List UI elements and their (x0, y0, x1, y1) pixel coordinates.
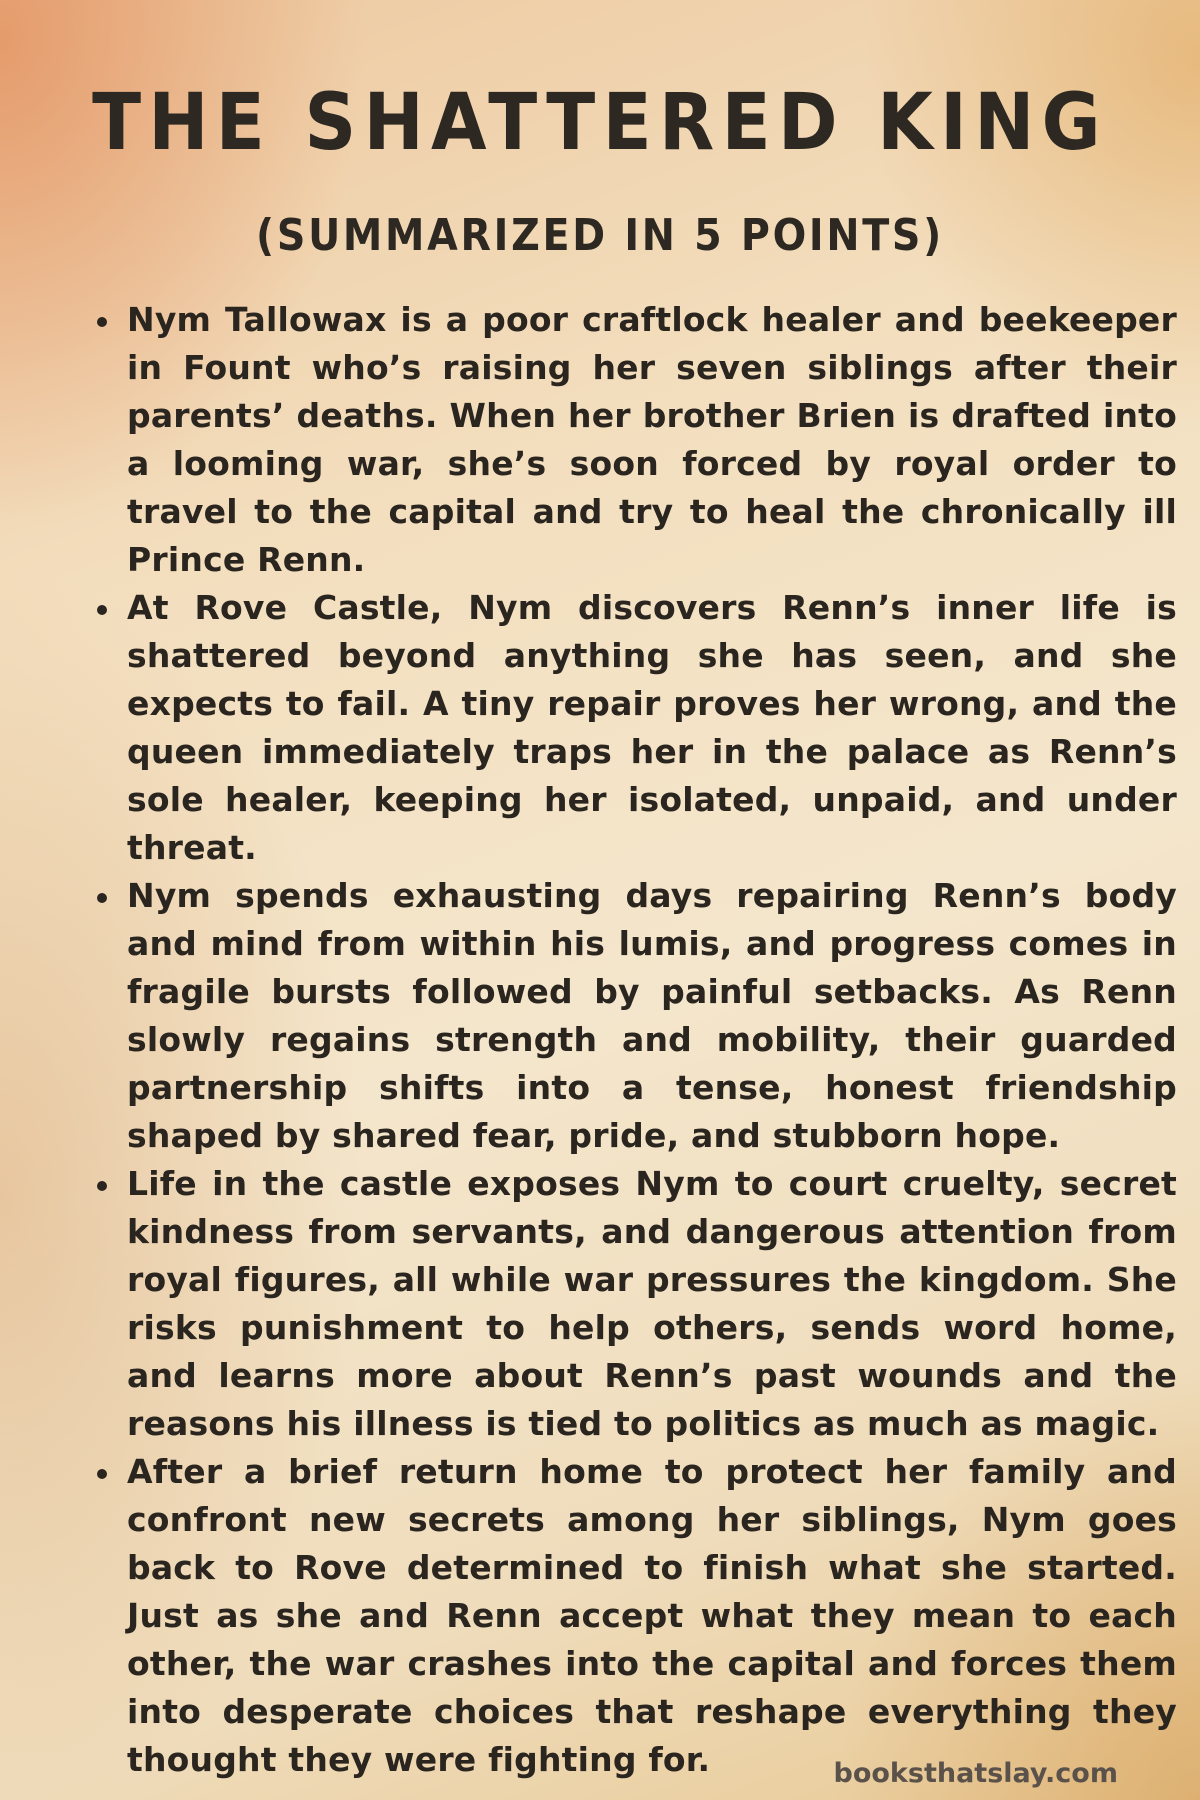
summary-point-3: Nym spends exhausting days repairing Renn’s body and mind from within his lumis, and progress comes in fragile bursts followed by painful setbacks. As Renn slowly regains strength and mobility, their guarded partnership shifts into a tense, honest friendship shaped by shared fear, pride, and stubborn hope. (127, 872, 1177, 1160)
summary-point-4: Life in the castle exposes Nym to court cruelty, secret kindness from servants, and dangerous attention from royal figures, all while war pressures the kingdom. She risks punishment to help others, sends word home, and learns more about Renn’s past wounds and the reasons his illness is tied to politics as much as magic. (127, 1160, 1177, 1448)
page-subtitle: (SUMMARIZED IN 5 POINTS) (256, 210, 944, 261)
page-title: THE SHATTERED KING (92, 78, 1108, 168)
summary-point-1: Nym Tallowax is a poor craftlock healer and beekeeper in Fount who’s raising her seven siblings after their parents’ deaths. When her brother Brien is drafted into a looming war, she’s soon forced by royal order to travel to the capital and try to heal the chronically ill Prince Renn. (127, 296, 1177, 584)
summary-point-5: After a brief return home to protect her family and confront new secrets among her siblings, Nym goes back to Rove determined to finish what she started. Just as she and Renn accept what they mean to each other, the war crashes into the capital and forces them into desperate choices that reshape everything they thought they were fighting for. (127, 1448, 1177, 1784)
summary-list (90, 296, 1177, 1784)
summary-point-2: At Rove Castle, Nym discovers Renn’s inner life is shattered beyond anything she has seen, and she expects to fail. A tiny repair proves her wrong, and the queen immediately traps her in the palace as Renn’s sole healer, keeping her isolated, unpaid, and under threat. (127, 584, 1177, 872)
site-watermark: booksthatslay.com (833, 1758, 1118, 1789)
